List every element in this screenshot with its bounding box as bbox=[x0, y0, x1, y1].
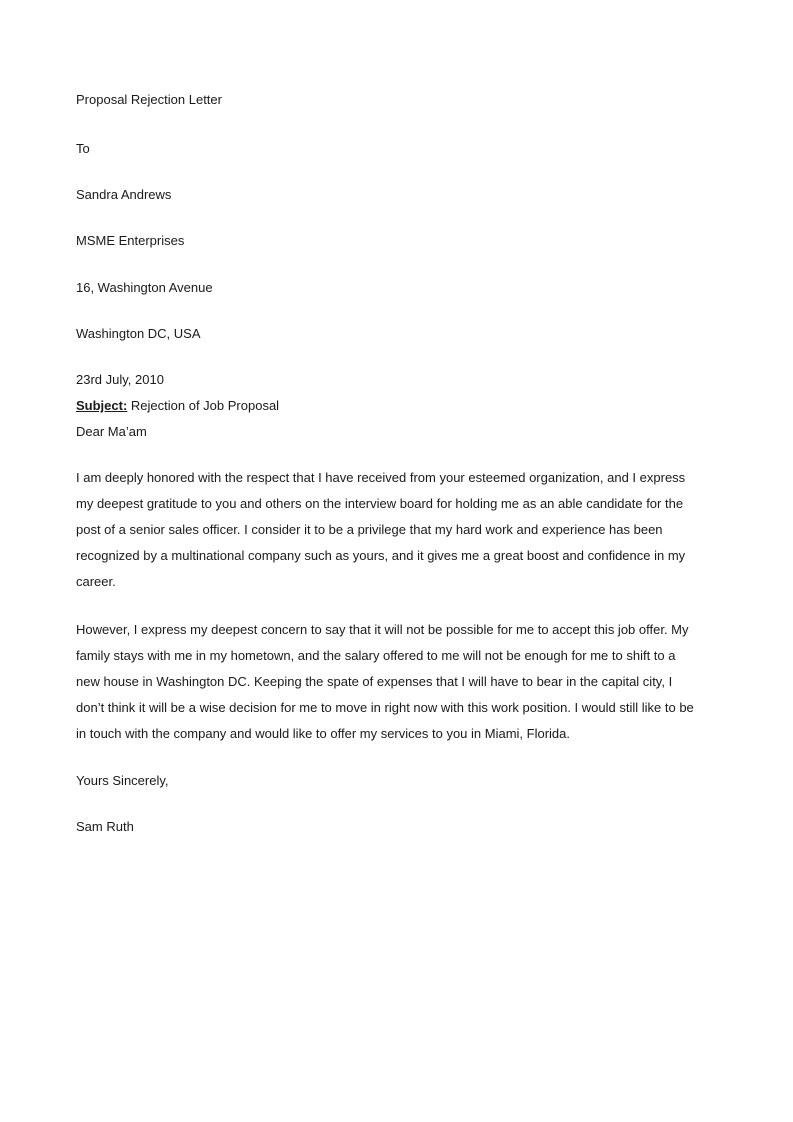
paragraph-line: However, I express my deepest concern to say that it will not be possible for me to accept this job offer. My bbox=[76, 622, 689, 637]
subject-label: Subject: bbox=[76, 398, 128, 413]
paragraph-line: don’t think it will be a wise decision for me to move in right now with this work position. I would still like to be bbox=[76, 700, 694, 715]
paragraph-line: new house in Washington DC. Keeping the spate of expenses that I will have to bear in the capital city, I bbox=[76, 674, 673, 689]
paragraph-line: I am deeply honored with the respect that I have received from your esteemed organization, and I express bbox=[76, 470, 686, 485]
salutation: Dear Ma’am bbox=[76, 424, 147, 439]
signature-name: Sam Ruth bbox=[76, 819, 134, 834]
paragraph-line: post of a senior sales officer. I consider it to be a privilege that my hard work and experience has been bbox=[76, 522, 663, 537]
letter-title: Proposal Rejection Letter bbox=[76, 92, 222, 107]
recipient-city: Washington DC, USA bbox=[76, 326, 201, 341]
paragraph-line: recognized by a multinational company such as yours, and it gives me a great boost and confidence in my bbox=[76, 548, 686, 563]
paragraph-line: in touch with the company and would like to offer my services to you in Miami, Florida. bbox=[76, 726, 570, 741]
paragraph-line: career. bbox=[76, 574, 116, 589]
recipient-company: MSME Enterprises bbox=[76, 233, 185, 248]
paragraph-line: family stays with me in my hometown, and the salary offered to me will not be enough for me to shift to a bbox=[76, 648, 676, 663]
subject-line bbox=[76, 398, 279, 414]
letter-date: 23rd July, 2010 bbox=[76, 372, 164, 387]
body-paragraph-1 bbox=[76, 465, 716, 595]
subject-text: Rejection of Job Proposal bbox=[130, 398, 280, 413]
paragraph-line: my deepest gratitude to you and others on the interview board for holding me as an able candidate for the bbox=[76, 496, 684, 511]
to-label: To bbox=[76, 141, 90, 156]
body-paragraph-2 bbox=[76, 617, 716, 747]
recipient-street: 16, Washington Avenue bbox=[76, 280, 213, 295]
recipient-name: Sandra Andrews bbox=[76, 187, 172, 202]
closing: Yours Sincerely, bbox=[76, 773, 169, 788]
